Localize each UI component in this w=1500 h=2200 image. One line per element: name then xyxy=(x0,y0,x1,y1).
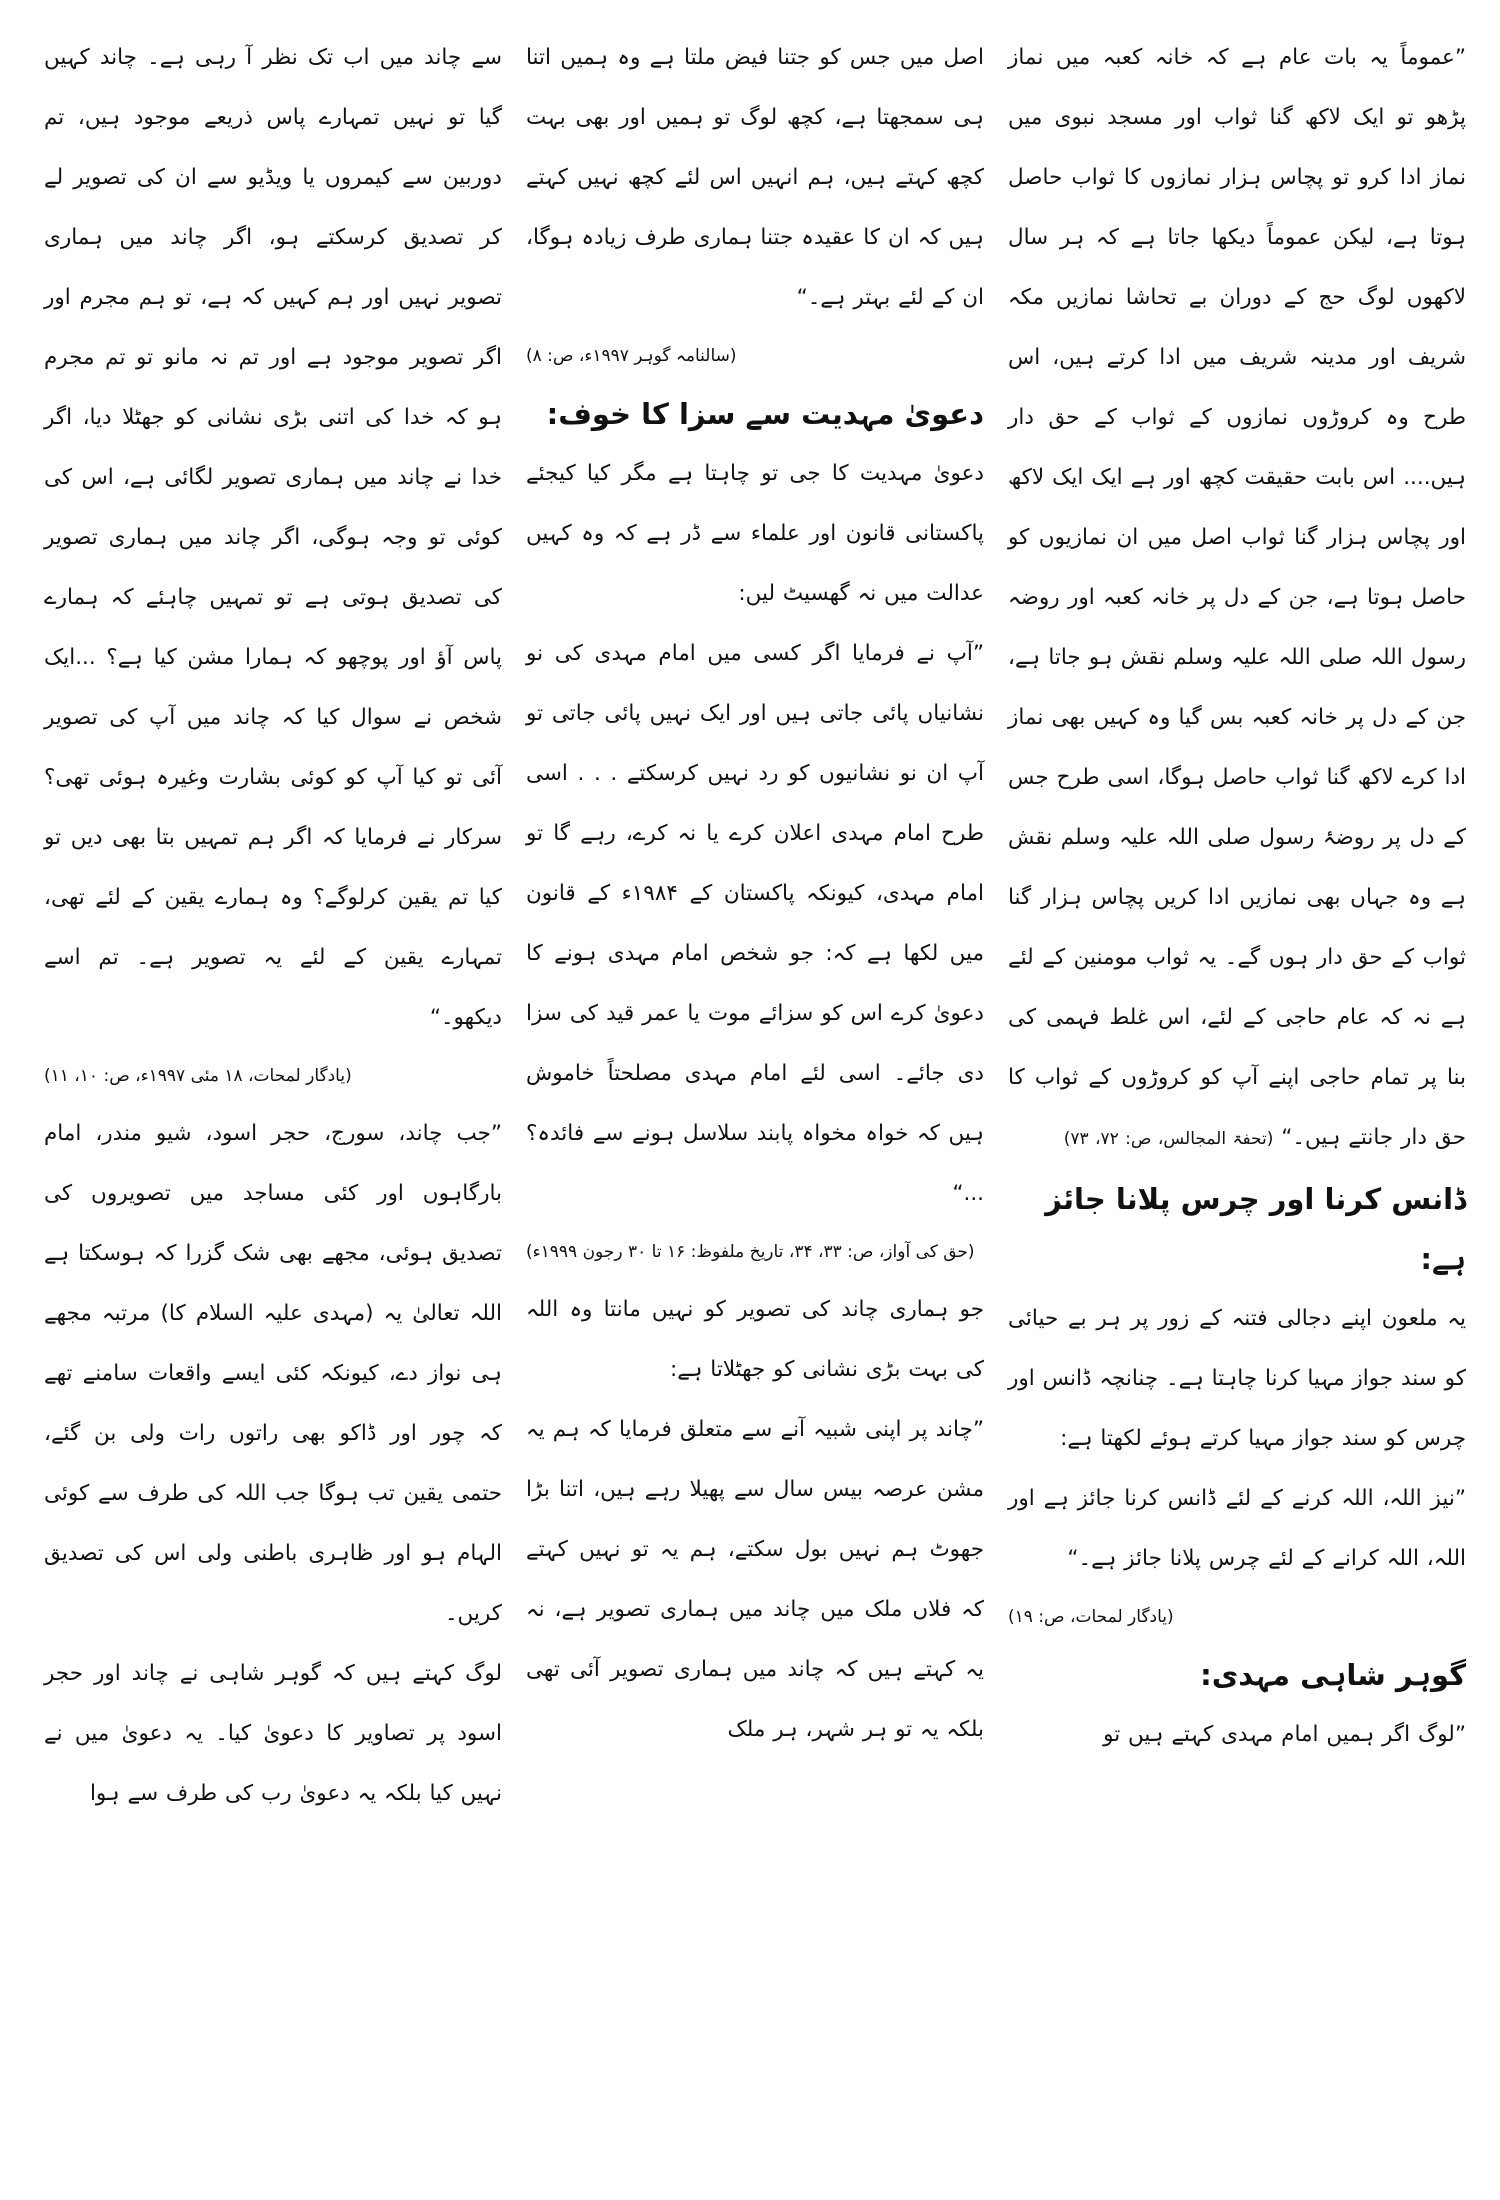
column-middle xyxy=(520,28,990,2178)
paragraph: سے چاند میں اب تک نظر آ رہی ہے۔ چاند کہیں گیا تو نہیں تمہارے پاس ذریعے موجود ہیں، تم دوربین سے کیمروں یا ویڈیو سے ان کی تصویر لے کر تصدیق کرسکتے ہو، اگر چاند میں ہماری تصویر نہیں اور ہم کہیں کہ ہے، تو ہم مجرم اور اگر تصویر موجود ہے اور تم نہ مانو تو تم مجرم ہو کہ خدا کی اتنی بڑی نشانی کو جھٹلا دیا، اگر خدا نے چاند میں ہماری تصویر لگائی ہے، اس کی کوئی تو وجہ ہوگی، اگر چاند میں ہماری تصویر کی تصدیق ہوتی ہے تو تمہیں چاہئے کہ ہمارے پاس آؤ اور پوچھو کہ ہمارا مشن کیا ہے؟ ...ایک شخص نے سوال کیا کہ چاند میں آپ کی تصویر آئی تو کیا آپ کو کوئی بشارت وغیرہ ہوئی تھی؟ سرکار نے فرمایا کہ اگر ہم تمہیں بتا بھی دیں تو کیا تم یقین کرلوگے؟ وہ ہمارے یقین کے لئے تھی، تمہارے یقین کے لئے یہ تصویر ہے۔ تم اسے دیکھو۔“ xyxy=(44,45,502,1030)
section-heading: دعویٰ مہدیت سے سزا کا خوف: xyxy=(546,397,984,431)
quotation: ”آپ نے فرمایا اگر کسی میں امام مہدی کی نو نشانیاں پائی جاتی ہیں اور ایک نہیں پائی جاتی تو آپ ان نو نشانیوں کو رد نہیں کرسکتے . . . اسی طرح امام مہدی اعلان کرے یا نہ کرے، رہے گا تو امام مہدی، کیونکہ پاکستان کے ۱۹۸۴ء کے قانون میں لکھا ہے کہ: جو شخص امام مہدی ہونے کا دعویٰ کرے اس کو سزائے موت یا عمر قید کی سزا دی جائے۔ اسی لئے امام مہدی مصلحتاً خاموش ہیں کہ خواہ مخواہ پابند سلاسل ہونے سے فائدہ؟ ...“ xyxy=(526,641,984,1206)
reference: (یادگار لمحات، ۱۸ مئی ۱۹۹۷ء، ص: ۱۰، ۱۱) xyxy=(44,1066,352,1086)
column-left xyxy=(38,28,508,2178)
quotation: ”نیز اللہ، اللہ کرنے کے لئے ڈانس کرنا جائز ہے اور اللہ، اللہ کرانے کے لئے چرس پلانا جائز ہے۔“ xyxy=(1008,1486,1466,1571)
paragraph: یہ ملعون اپنے دجالی فتنہ کے زور پر ہر بے حیائی کو سند جواز مہیا کرنا چاہتا ہے۔ چنانچہ ڈانس اور چرس کو سند جواز مہیا کرتے ہوئے لکھتا ہے: xyxy=(1008,1306,1466,1451)
quotation: ”چاند پر اپنی شبیہ آنے سے متعلق فرمایا کہ ہم یہ مشن عرصہ بیس سال سے پھیلا رہے ہیں، اتنا بڑا جھوٹ ہم نہیں بول سکتے، ہم یہ تو نہیں کہتے کہ فلاں ملک میں چاند میں ہماری تصویر ہے، نہ یہ کہتے ہیں کہ چاند میں ہماری تصویر آئی تھی بلکہ یہ تو ہر شہر، ہر ملک xyxy=(526,1417,984,1742)
paragraph: دعویٰ مہدیت کا جی تو چاہتا ہے مگر کیا کیجئے پاکستانی قانون اور علماء سے ڈر ہے کہ وہ کہیں عدالت میں نہ گھسیٹ لیں: xyxy=(526,461,984,606)
paragraph: جو ہماری چاند کی تصویر کو نہیں مانتا وہ اللہ کی بہت بڑی نشانی کو جھٹلاتا ہے: xyxy=(526,1297,984,1382)
reference: (سالنامہ گوہر ۱۹۹۷ء، ص: ۸) xyxy=(526,346,737,366)
reference: (یادگار لمحات، ص: ۱۹) xyxy=(1008,1607,1174,1627)
quotation: ”لوگ اگر ہمیں امام مہدی کہتے ہیں تو xyxy=(1103,1722,1466,1747)
paragraph xyxy=(1008,28,1466,1169)
column-right xyxy=(1002,28,1472,2178)
reference: (حق کی آواز، ص: ۳۳، ۳۴، تاریخ ملفوظ: ۱۶ تا ۳۰ رجون ۱۹۹۹ء) xyxy=(526,1242,975,1262)
paragraph: اصل میں جس کو جتنا فیض ملتا ہے وہ ہمیں اتنا ہی سمجھتا ہے، کچھ لوگ تو ہمیں اور بھی بہت کچھ کہتے ہیں، ہم انہیں اس لئے کچھ نہیں کہتے ہیں کہ ان کا عقیدہ جتنا ہماری طرف زیادہ ہوگا، ان کے لئے بہتر ہے۔“ xyxy=(526,45,984,310)
paragraph-text: ”عموماً یہ بات عام ہے کہ خانہ کعبہ میں نماز پڑھو تو ایک لاکھ گنا ثواب اور مسجد نبوی میں نماز ادا کرو تو پچاس ہزار نمازوں کا ثواب حاصل ہوتا ہے، لیکن عموماً دیکھا جاتا ہے کہ ہر سال لاکھوں لوگ حج کے دوران بے تحاشا نمازیں مکہ شریف اور مدینہ شریف میں ادا کرتے ہیں، اس طرح وہ کروڑوں نمازوں کے ثواب کے حق دار ہیں.... اس بابت حقیقت کچھ اور ہے ایک ایک لاکھ اور پچاس ہزار گنا ثواب اصل میں ان نمازیوں کو حاصل ہوتا ہے، جن کے دل پر خانہ کعبہ اور روضہ رسول اللہ صلی اللہ علیہ وسلم نقش ہو جاتا ہے، جن کے دل پر خانہ کعبہ بس گیا وہ کہیں بھی نماز ادا کرے لاکھ گنا ثواب حاصل ہوگا، اسی طرح جس کے دل پر روضۂ رسول صلی اللہ علیہ وسلم نقش ہے وہ جہاں بھی نمازیں ادا کریں پچاس ہزار گنا ثواب کے حق دار ہوں گے۔ یہ ثواب مومنین کے لئے ہے نہ کہ عام حاجی کے لئے، اس غلط فہمی کی بنا پر تمام حاجی اپنے آپ کو کروڑوں کے ثواب کا حق دار جانتے ہیں۔“ xyxy=(1008,45,1466,1150)
reference: (تحفۃ المجالس، ص: ۷۲، ۷۳) xyxy=(1063,1129,1274,1149)
quotation: ”جب چاند، سورج، حجر اسود، شیو مندر، امام بارگاہوں اور کئی مساجد میں تصویروں کی تصدیق ہوئی، مجھے بھی شک گزرا کہ ہوسکتا ہے اللہ تعالیٰ یہ (مہدی علیہ السلام کا) مرتبہ مجھے ہی نواز دے، کیونکہ کئی ایسے واقعات سامنے تھے کہ چور اور ڈاکو بھی راتوں رات ولی بن گئے، حتمی یقین تب ہوگا جب اللہ کی طرف سے کوئی الہام ہو اور ظاہری باطنی ولی اس کی تصدیق کریں۔ xyxy=(44,1121,502,1626)
section-heading: ڈانس کرنا اور چرس پلانا جائز ہے: xyxy=(1045,1182,1466,1276)
paragraph: لوگ کہتے ہیں کہ گوہر شاہی نے چاند اور حجر اسود پر تصاویر کا دعویٰ کیا۔ یہ دعویٰ میں نے نہیں کیا بلکہ یہ دعویٰ رب کی طرف سے ہوا xyxy=(44,1661,502,1806)
document-page xyxy=(28,28,1472,2178)
section-heading: گوہر شاہی مہدی: xyxy=(1200,1658,1466,1692)
